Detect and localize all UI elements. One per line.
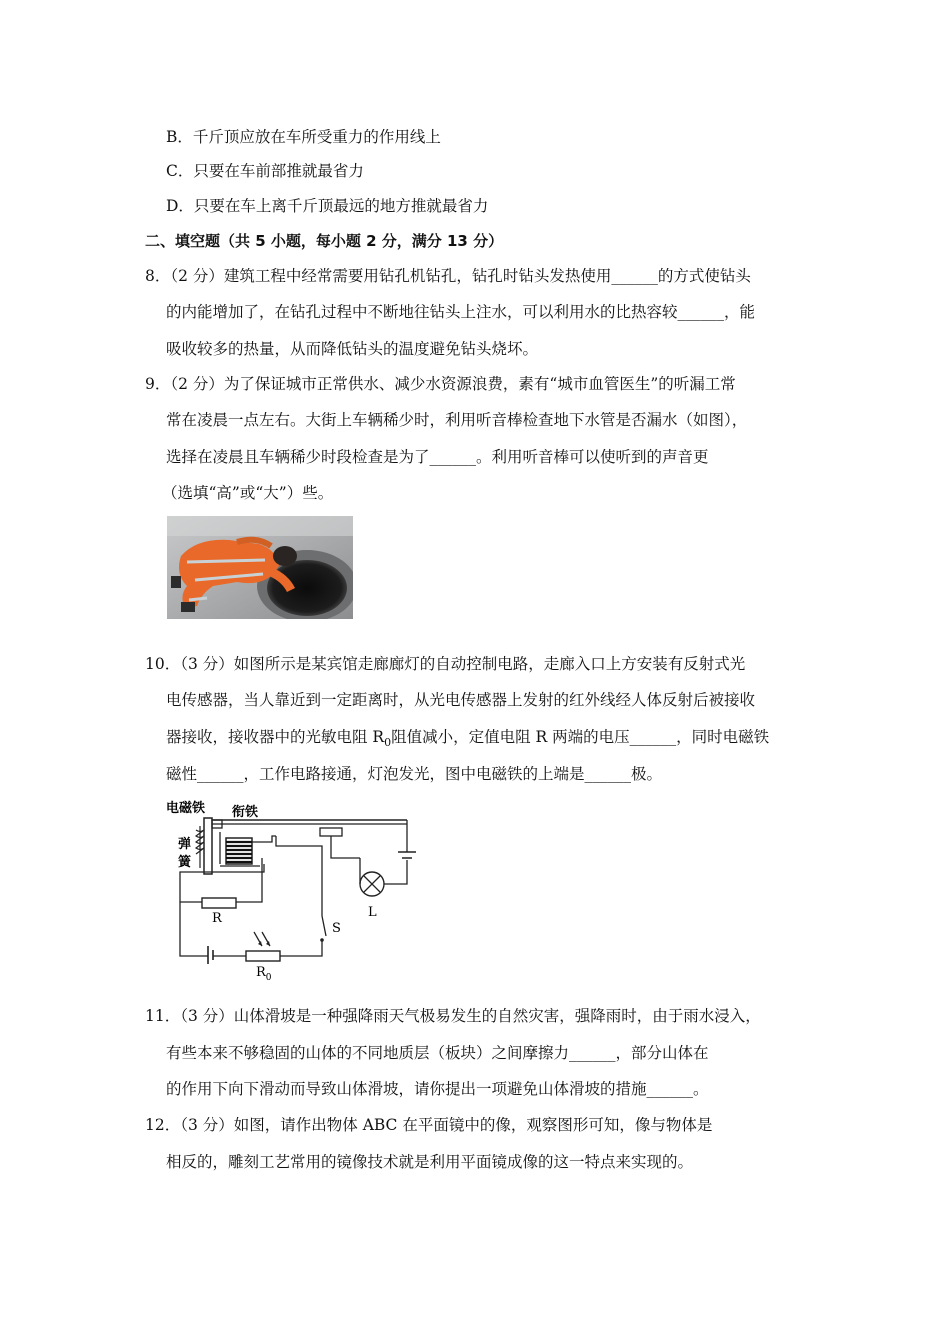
q10-line1: 10．（3 分）如图所示是某宾馆走廊廊灯的自动控制电路，走廊入口上方安装有反射式光 <box>145 655 746 673</box>
coil-lead-top <box>252 836 276 842</box>
worker-photo <box>167 516 353 619</box>
q8-line3: 吸收较多的热量，从而降低钻头的温度避免钻头烧坏。 <box>166 340 539 358</box>
q8-line1: 8．（2 分）建筑工程中经常需要用钻孔机钻孔，钻孔时钻头发热使用______的方式使钻头 <box>145 267 751 285</box>
q10-line3-part1: 器接收，接收器中的光敏电阻 R <box>166 728 385 746</box>
q9-line1: 9．（2 分）为了保证城市正常供水、减少水资源浪费，素有“城市血管医生”的听漏工常 <box>145 375 736 393</box>
q9-line2: 常在凌晨一点左右。大街上车辆稀少时，利用听音棒检查地下水管是否漏水（如图）， <box>166 411 748 429</box>
wire-left-loop <box>180 864 264 956</box>
photoresistor-r0 <box>246 951 280 961</box>
option-b: B．千斤顶应放在车所受重力的作用线上 <box>166 128 441 146</box>
q10-line3 <box>166 727 769 753</box>
q9-line3: 选择在凌晨且车辆稀少时段检查是为了______。利用听音棒可以使听到的声音更 <box>166 448 709 466</box>
label-spring-2: 簧 <box>178 855 192 870</box>
q10-line3-part2: 阻值减小，定值电阻 R 两端的电压______，同时电磁铁 <box>391 728 770 746</box>
circuit-diagram <box>164 796 424 986</box>
section-title: 二、填空题（共 5 小题，每小题 2 分，满分 13 分） <box>145 232 504 250</box>
q9-line4: （选填“高”或“大”）些。 <box>162 484 334 502</box>
circuit-drawing <box>164 796 424 986</box>
label-armature: 衔铁 <box>232 805 259 820</box>
q11-line2: 有些本来不够稳固的山体的不同地质层（板块）之间摩擦力______，部分山体在 <box>166 1044 709 1062</box>
q11-line3: 的作用下向下滑动而导致山体滑坡，请你提出一项避免山体滑坡的措施______。 <box>166 1080 709 1098</box>
frame-post <box>204 818 212 874</box>
label-s: S <box>332 921 341 936</box>
label-r: R <box>212 911 222 926</box>
q10-line4: 磁性______，工作电路接通，灯泡发光，图中电磁铁的上端是______极。 <box>166 765 663 783</box>
switch-contact <box>320 938 324 942</box>
worker-photo-illustration <box>167 516 353 619</box>
battery-control <box>208 946 213 964</box>
q8-line2: 的内能增加了，在钻孔过程中不断地往钻头上注水，可以利用水的比热容较______，能 <box>166 303 756 321</box>
label-r0-sub: 0 <box>265 973 272 983</box>
q12-line1: 12．（3 分）如图，请作出物体 ABC 在平面镜中的像，观察图形可知，像与物体是 <box>145 1116 713 1134</box>
label-r0 <box>256 965 272 983</box>
wire-contact-lamp <box>331 836 360 858</box>
q10-line3-subscript: 0 <box>384 736 392 750</box>
label-r0-main: R <box>256 965 266 980</box>
option-d: D．只要在车上离千斤顶最远的地方推就最省力 <box>166 197 489 215</box>
q11-line1: 11．（3 分）山体滑坡是一种强降雨天气极易发生的自然灾害，强降雨时，由于雨水浸入， <box>145 1007 761 1025</box>
label-l: L <box>368 905 377 920</box>
resistor-r <box>202 898 236 908</box>
q12-line2: 相反的，雕刻工艺常用的镜像技术就是利用平面镜成像的这一特点来实现的。 <box>166 1153 694 1171</box>
wire-to-switch <box>276 836 322 916</box>
wire-r0-switch <box>280 940 322 956</box>
battery-work <box>398 852 416 858</box>
label-electromagnet: 电磁铁 <box>166 801 206 816</box>
label-spring-1: 弹 <box>178 837 192 852</box>
contact-block <box>320 828 342 836</box>
wire-lamp-right <box>384 860 407 884</box>
switch-s <box>322 916 326 936</box>
q10-line2: 电传感器，当人靠近到一定距离时，从光电传感器上发射的红外线经人体反射后被接收 <box>166 691 756 709</box>
option-c: C．只要在车前部推就最省力 <box>166 162 364 180</box>
